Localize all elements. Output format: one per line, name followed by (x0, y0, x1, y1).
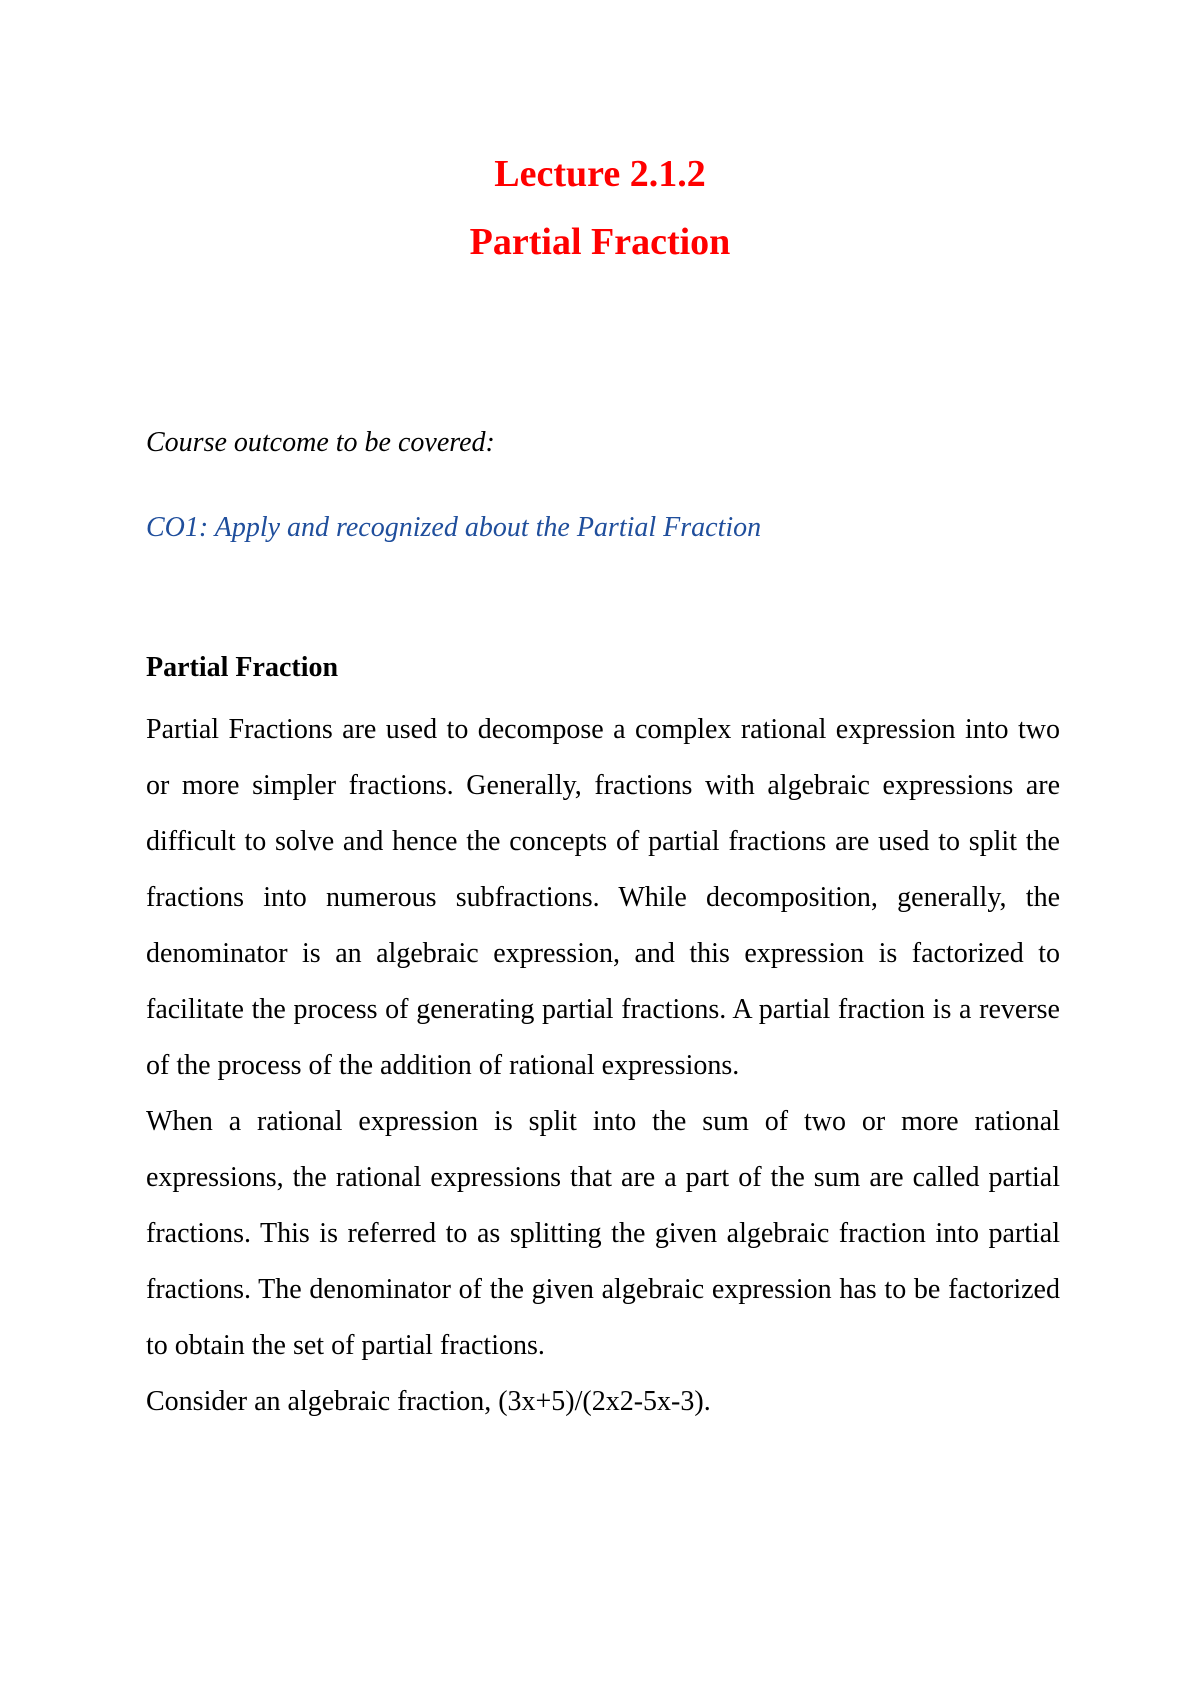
body-paragraph-definition: When a rational expression is split into the sum of two or more rational expressions, the rational expressions that are a part of the sum are called partial fractions. This is referred to as splitting the given algebraic fraction into partial fractions. The denominator of the given algebraic expression has to be factorized to obtain the set of partial fractions. (146, 1106, 1060, 1361)
course-outcome-item: CO1: Apply and recognized about the Partial Fraction (146, 512, 762, 543)
body-paragraph-intro: Partial Fractions are used to decompose a complex rational expression into two or more simpler fractions. Generally, fractions with algebraic expressions are difficult to solve and hence the concepts of partial fractions are used to split the fractions into numerous subfractions. While decomposition, generally, the denominator is an algebraic expression, and this expression is factorized to facilitate the process of generating partial fractions. A partial fraction is a reverse of the process of the addition of rational expressions. (146, 714, 1060, 1081)
course-outcome-label: Course outcome to be covered: (146, 427, 495, 458)
body-paragraph-example: Consider an algebraic fraction, (3x+5)/(2x2-5x-3). (146, 1386, 711, 1417)
title-block (0, 140, 1200, 276)
lecture-number: Lecture 2.1.2 (494, 153, 706, 195)
section-heading: Partial Fraction (146, 652, 339, 683)
section-body (146, 702, 1060, 1430)
lecture-topic: Partial Fraction (469, 221, 731, 263)
